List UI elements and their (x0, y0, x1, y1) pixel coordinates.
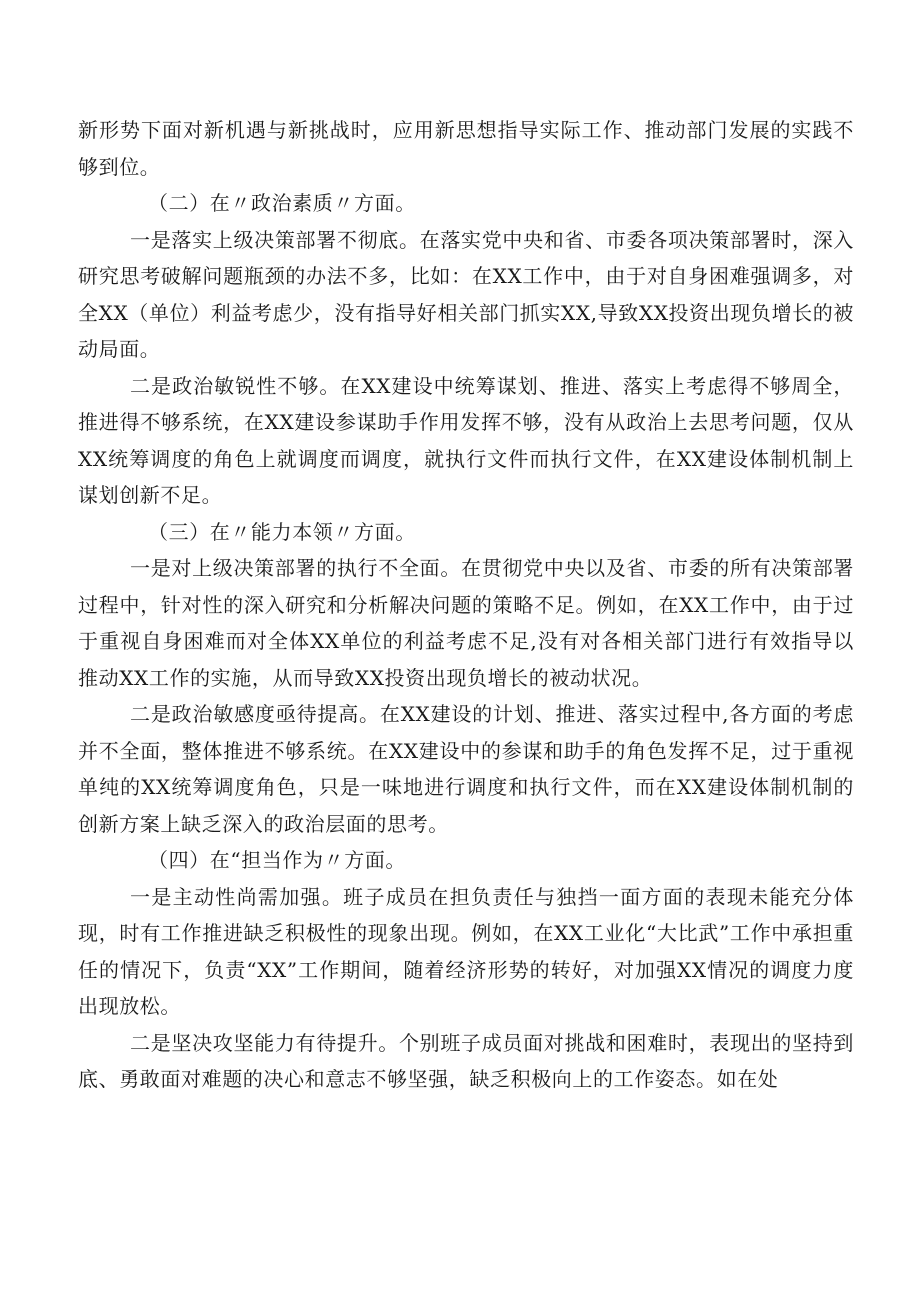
paragraph-continued: 新形势下面对新机遇与新挑战时，应用新思想指导实际工作、推动部门发展的实践不够到位。 (78, 118, 854, 179)
section-heading-ability: （三）在〃能力本领〃方面。 (148, 519, 416, 544)
document-page (78, 112, 854, 1098)
paragraph: 一是落实上级决策部署不彻底。在落实党中央和省、市委各项决策部署时，深入研究思考破解问题瓶颈的办法不多，比如：在XX工作中，由于对自身困难强调多，对全XX（单位）利益考虑少，没有指导好相关部门抓实XX,导致XX投资出现负增长的被动局面。 (78, 227, 854, 361)
paragraph: 一是对上级决策部署的执行不全面。在贯彻党中央以及省、市委的所有决策部署过程中，针对性的深入研究和分析解决问题的策略不足。例如，在XX工作中，由于过于重视自身困难而对全体XX单位的利益考虑不足,没有对各相关部门进行有效指导以推动XX工作的实施，从而导致XX投资出现负增长的被动状况。 (78, 556, 854, 690)
paragraph: 二是坚决攻坚能力有待提升。个别班子成员面对挑战和困难时，表现出的坚持到底、勇敢面对难题的决心和意志不够坚强，缺乏积极向上的工作姿态。如在处 (78, 1030, 854, 1091)
paragraph: 一是主动性尚需加强。班子成员在担负责任与独挡一面方面的表现未能充分体现，时有工作推进缺乏积极性的现象出现。例如，在XX工业化“大比武”工作中承担重任的情况下，负责“XX”工作期间，随着经济形势的转好，对加强XX情况的调度力度出现放松。 (78, 884, 854, 1018)
section-heading-responsibility: （四）在“担当作为〃方面。 (148, 848, 407, 872)
paragraph: 二是政治敏锐性不够。在XX建设中统筹谋划、推进、落实上考虑得不够周全，推进得不够系统，在XX建设参谋助手作用发挥不够，没有从政治上去思考问题，仅从XX统筹调度的角色上就调度而调度，就执行文件而执行文件，在XX建设体制机制上谋划创新不足。 (78, 373, 854, 507)
section-heading-political-quality: （二）在〃政治素质〃方面。 (148, 191, 416, 215)
paragraph: 二是政治敏感度亟待提高。在XX建设的计划、推进、落实过程中,各方面的考虑并不全面，整体推进不够系统。在XX建设中的参谋和助手的角色发挥不足，过于重视单纯的XX统筹调度角色，只是一味地进行调度和执行文件，而在XX建设体制机制的创新方案上缺乏深入的政治层面的思考。 (78, 702, 854, 836)
